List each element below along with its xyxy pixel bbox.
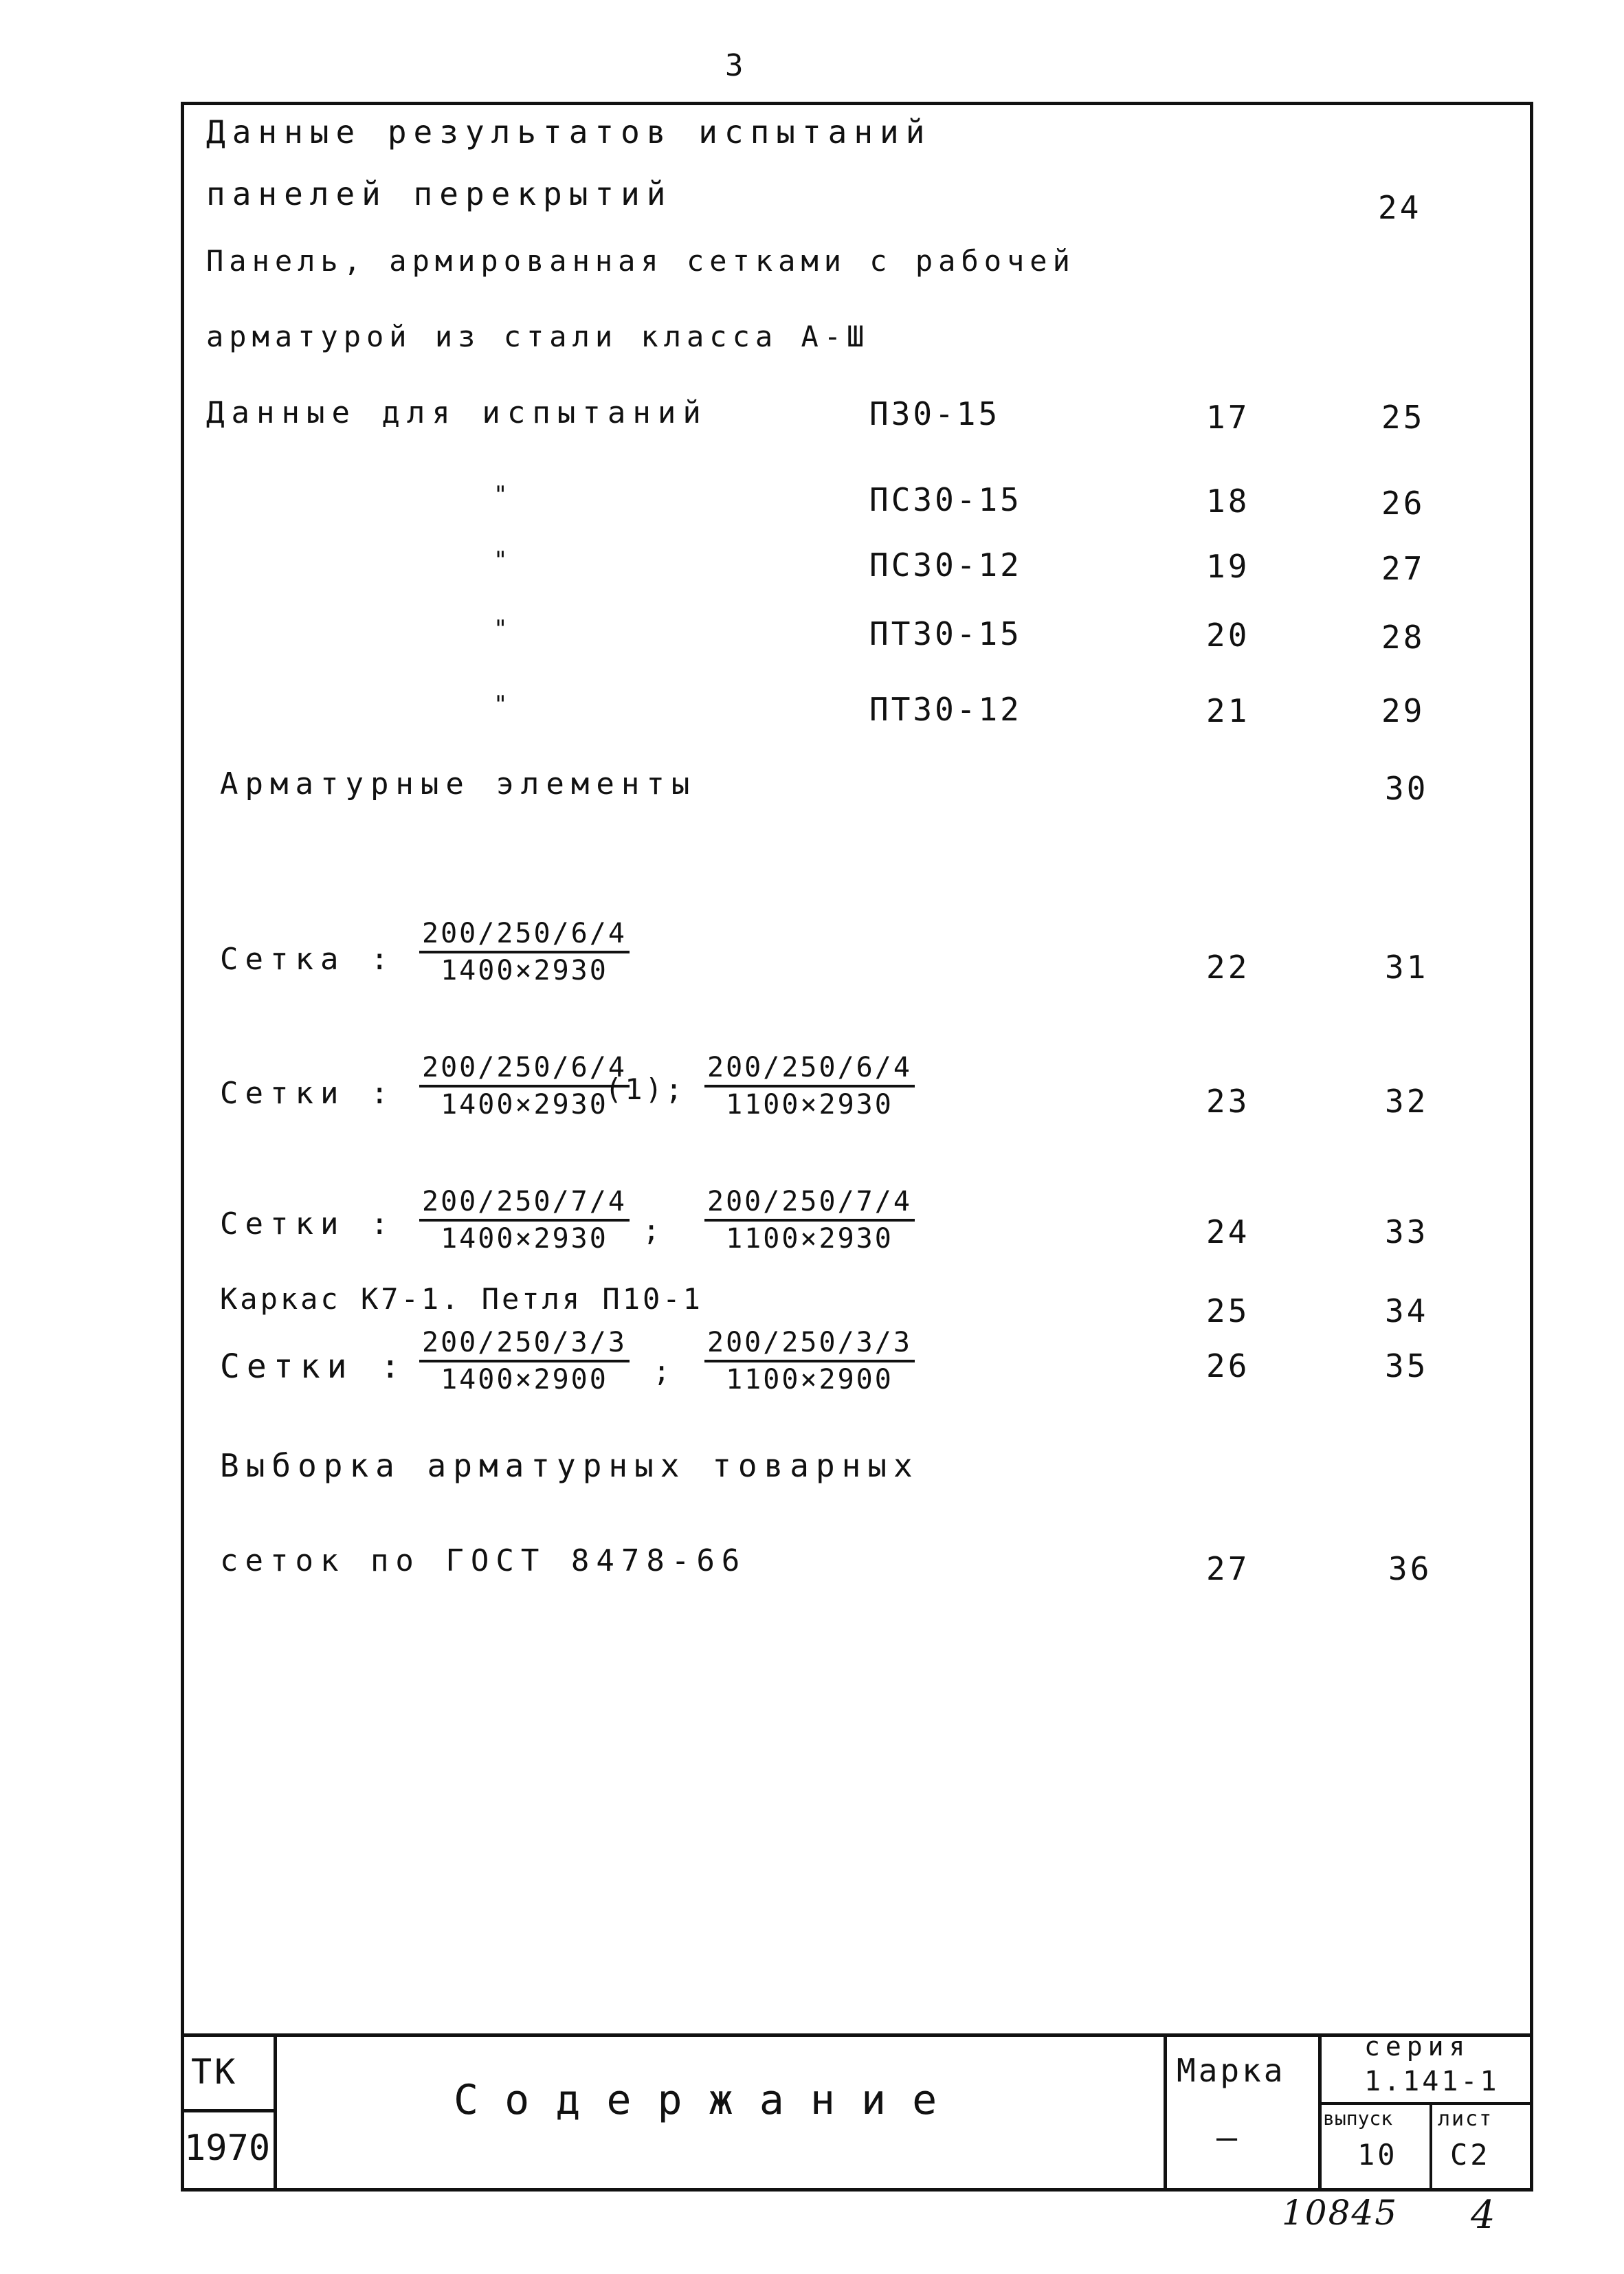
mesh-fraction-bottom: 1400×2930 (441, 1223, 608, 1255)
test-row-page: 26 (1381, 485, 1425, 522)
mesh-fraction (419, 918, 630, 986)
mesh-fraction-bottom: 1400×2930 (441, 955, 608, 986)
title-block-year: 1970 (184, 2128, 271, 2169)
mesh-row-page: 35 (1385, 1347, 1429, 1384)
test-row-label: " (493, 481, 511, 509)
test-row-code: ПТ30-12 (869, 691, 1022, 728)
test-row-code: ПС30-12 (869, 547, 1022, 584)
mesh-row-page: 32 (1385, 1083, 1429, 1120)
bottom-handwritten-mark: 4 (1471, 2193, 1495, 2238)
mesh-fraction-bottom: 1100×2930 (726, 1089, 893, 1121)
mesh-fraction-top: 200/250/7/4 (704, 1186, 915, 1222)
title-block-divider (274, 2033, 277, 2192)
test-row-sheet: 18 (1206, 483, 1250, 520)
selection-line-1: Выборка арматурных товарных (220, 1447, 920, 1484)
title-block-top-line (181, 2033, 1533, 2037)
mesh-fraction (419, 1052, 630, 1121)
mesh-row-page: 31 (1385, 949, 1429, 986)
test-row-label: " (493, 615, 511, 643)
mesh-fraction-top: 200/250/3/3 (704, 1327, 915, 1362)
mesh-row-label: Сетки : (220, 1347, 408, 1386)
title-block-sheet-value: С2 (1450, 2138, 1491, 2172)
mesh-row-sheet: 22 (1206, 949, 1250, 986)
title-block-divider (181, 2109, 277, 2112)
mesh-row-separator: ; (643, 1213, 663, 1247)
mesh-fraction-bottom: 1100×2930 (726, 1223, 893, 1255)
test-row-page: 28 (1381, 619, 1425, 656)
mesh-fraction-top: 200/250/7/4 (419, 1186, 630, 1222)
test-row-page: 27 (1381, 550, 1425, 587)
test-row-code: П30-15 (869, 395, 1001, 432)
frame-row-sheet: 25 (1206, 1292, 1250, 1329)
page-top-mark: 3 (725, 48, 750, 83)
test-row-page: 25 (1381, 399, 1425, 436)
test-row-sheet: 20 (1206, 617, 1250, 654)
selection-page: 36 (1388, 1550, 1432, 1587)
test-row-label: " (493, 547, 511, 574)
mesh-fraction-bottom: 1400×2900 (441, 1364, 608, 1395)
intro-line-2: панелей перекрытий (206, 175, 673, 212)
title-block-divider (1430, 2102, 1432, 2192)
selection-sheet: 27 (1206, 1550, 1250, 1587)
test-row-page: 29 (1381, 692, 1425, 729)
mesh-row-page: 33 (1385, 1213, 1429, 1250)
test-row-label: Данные для испытаний (206, 395, 708, 430)
title-block-sheet-label: лист (1438, 2107, 1493, 2131)
elements-heading: Арматурные элементы (220, 766, 697, 802)
test-row-code: ПТ30-15 (869, 615, 1022, 652)
selection-line-2: сеток по ГОСТ 8478-66 (220, 1543, 747, 1578)
mesh-row-separator: (1); (605, 1072, 686, 1106)
title-block-marka-label: Марка (1177, 2052, 1286, 2089)
mesh-fraction-top: 200/250/6/4 (419, 1052, 630, 1088)
mesh-fraction-bottom: 1400×2930 (441, 1089, 608, 1121)
elements-heading-page: 30 (1385, 770, 1429, 807)
mesh-row-separator: ; (653, 1354, 674, 1388)
title-block-series-label: серия (1364, 2031, 1471, 2062)
intro-line-1: Данные результатов испытаний (206, 113, 932, 151)
test-row-label: " (493, 691, 511, 718)
intro-line-2-page: 24 (1378, 189, 1422, 226)
mesh-fraction (419, 1327, 630, 1395)
test-row-sheet: 19 (1206, 548, 1250, 585)
mesh-fraction (704, 1327, 915, 1395)
test-row-code: ПС30-15 (869, 481, 1022, 518)
mesh-row-sheet: 24 (1206, 1213, 1250, 1250)
title-block-issue-value: 10 (1357, 2138, 1398, 2172)
intro-line-3: Панель, армированная сетками с рабочей (206, 244, 1076, 278)
mesh-row-label: Сетка : (220, 942, 396, 977)
title-block-series-value: 1.141-1 (1364, 2066, 1500, 2097)
intro-line-4: арматурой из стали класса А-Ш (206, 320, 870, 353)
test-row-sheet: 17 (1206, 399, 1250, 436)
mesh-fraction (704, 1052, 915, 1121)
mesh-fraction-top: 200/250/6/4 (419, 918, 630, 953)
mesh-fraction (419, 1186, 630, 1255)
mesh-row-sheet: 26 (1206, 1347, 1250, 1384)
title-block-title: Содержание (454, 2076, 964, 2124)
mesh-fraction (704, 1186, 915, 1255)
title-block-tk: ТК (191, 2052, 238, 2092)
title-block-marka-value: — (1216, 2117, 1241, 2157)
mesh-row-label: Сетки : (220, 1076, 396, 1111)
frame-row-page: 34 (1385, 1292, 1429, 1329)
frame-row-text: Каркас К7-1. Петля П10-1 (220, 1282, 703, 1316)
mesh-fraction-top: 200/250/6/4 (704, 1052, 915, 1088)
title-block-issue-label: выпуск (1323, 2107, 1393, 2130)
title-block-divider (1318, 2102, 1533, 2105)
mesh-fraction-top: 200/250/3/3 (419, 1327, 630, 1362)
mesh-row-sheet: 23 (1206, 1083, 1250, 1120)
bottom-handwritten-number: 10845 (1282, 2193, 1399, 2233)
mesh-fraction-bottom: 1100×2900 (726, 1364, 893, 1395)
test-row-sheet: 21 (1206, 692, 1250, 729)
mesh-row-label: Сетки : (220, 1206, 396, 1241)
title-block-divider (1164, 2033, 1167, 2192)
title-block-divider (1318, 2033, 1322, 2192)
